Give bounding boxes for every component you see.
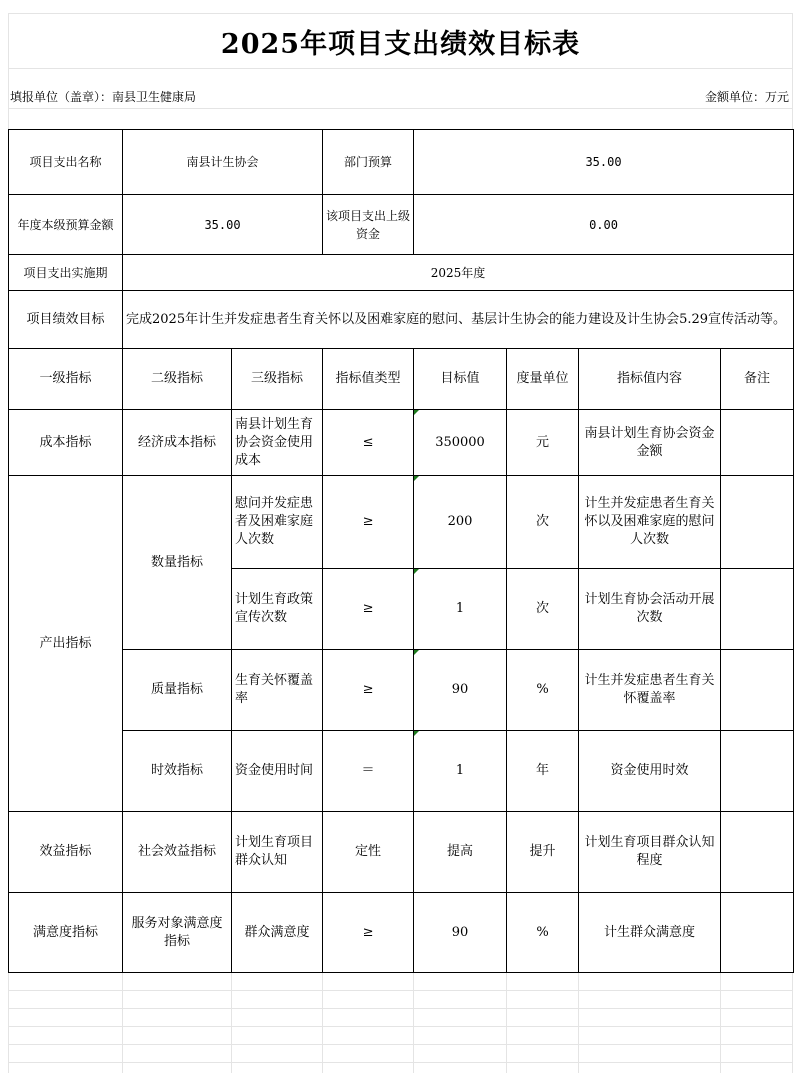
annual-budget-value[interactable]: 35.00 bbox=[123, 195, 323, 255]
header-level1: 一级指标 bbox=[9, 349, 123, 410]
timeliness-content[interactable]: 资金使用时效 bbox=[579, 731, 721, 812]
gridline bbox=[792, 973, 793, 1073]
cost-unit[interactable]: 元 bbox=[507, 410, 579, 476]
goal-label: 项目绩效目标 bbox=[9, 291, 123, 349]
benefit-note[interactable] bbox=[721, 812, 794, 893]
quality-content[interactable]: 计生并发症患者生育关怀覆盖率 bbox=[579, 650, 721, 731]
q1-unit[interactable]: 次 bbox=[507, 476, 579, 569]
timeliness-target[interactable]: 1 bbox=[414, 731, 507, 812]
table-row bbox=[9, 731, 794, 812]
q2-note[interactable] bbox=[721, 569, 794, 650]
table-row bbox=[9, 410, 794, 476]
table-row bbox=[9, 812, 794, 893]
timeliness-level3[interactable]: 资金使用时间 bbox=[232, 731, 323, 812]
benefit-level1: 效益指标 bbox=[9, 812, 123, 893]
satisfaction-unit[interactable]: % bbox=[507, 893, 579, 973]
gridline bbox=[322, 973, 323, 1073]
header-unit: 度量单位 bbox=[507, 349, 579, 410]
info-row-period bbox=[9, 255, 794, 291]
timeliness-note[interactable] bbox=[721, 731, 794, 812]
benefit-target[interactable]: 提高 bbox=[414, 812, 507, 893]
dept-budget-label: 部门预算 bbox=[323, 130, 414, 195]
superior-funds-label: 该项目支出上级资金 bbox=[323, 195, 414, 255]
quality-note[interactable] bbox=[721, 650, 794, 731]
performance-target-table bbox=[8, 129, 794, 973]
gridline bbox=[8, 1044, 793, 1045]
q1-target[interactable]: 200 bbox=[414, 476, 507, 569]
gridline bbox=[413, 973, 414, 1073]
satisfaction-level2: 服务对象满意度指标 bbox=[123, 893, 232, 973]
header-type: 指标值类型 bbox=[323, 349, 414, 410]
gridline bbox=[8, 990, 793, 991]
quality-unit[interactable]: % bbox=[507, 650, 579, 731]
gridline bbox=[8, 1008, 793, 1009]
quality-type[interactable]: ≥ bbox=[323, 650, 414, 731]
gridline bbox=[578, 973, 579, 1073]
goal-value[interactable]: 完成2025年计生并发症患者生育关怀以及困难家庭的慰问、基层计生协会的能力建设及计生协会5.29宣传活动等。 bbox=[123, 291, 794, 349]
period-label: 项目支出实施期 bbox=[9, 255, 123, 291]
benefit-type[interactable]: 定性 bbox=[323, 812, 414, 893]
cost-target[interactable]: 350000 bbox=[414, 410, 507, 476]
cost-level2: 经济成本指标 bbox=[123, 410, 232, 476]
quality-level3[interactable]: 生育关怀覆盖率 bbox=[232, 650, 323, 731]
q2-target[interactable]: 1 bbox=[414, 569, 507, 650]
cost-content[interactable]: 南县计划生育协会资金金额 bbox=[579, 410, 721, 476]
header-level2: 二级指标 bbox=[123, 349, 232, 410]
superior-funds-value[interactable]: 0.00 bbox=[414, 195, 794, 255]
annual-budget-label: 年度本级预算金额 bbox=[9, 195, 123, 255]
q2-level3[interactable]: 计划生育政策宣传次数 bbox=[232, 569, 323, 650]
benefit-content[interactable]: 计划生育项目群众认知程度 bbox=[579, 812, 721, 893]
q2-content[interactable]: 计划生育协会活动开展次数 bbox=[579, 569, 721, 650]
cost-type[interactable]: ≤ bbox=[323, 410, 414, 476]
timeliness-type[interactable]: ＝ bbox=[323, 731, 414, 812]
header-content: 指标值内容 bbox=[579, 349, 721, 410]
gridline bbox=[8, 1062, 793, 1063]
table-row bbox=[9, 476, 794, 569]
quality-level2: 质量指标 bbox=[123, 650, 232, 731]
benefit-unit[interactable]: 提升 bbox=[507, 812, 579, 893]
output-level1: 产出指标 bbox=[9, 476, 123, 812]
info-row-goal bbox=[9, 291, 794, 349]
page-title: 2025年项目支出绩效目标表 bbox=[220, 28, 581, 60]
cost-level3[interactable]: 南县计划生育协会资金使用成本 bbox=[232, 410, 323, 476]
gridline bbox=[506, 973, 507, 1073]
q1-content[interactable]: 计生并发症患者生育关怀以及困难家庭的慰问人次数 bbox=[579, 476, 721, 569]
info-row-name bbox=[9, 130, 794, 195]
timeliness-level2: 时效指标 bbox=[123, 731, 232, 812]
gridline bbox=[8, 68, 793, 69]
project-name-value[interactable]: 南县计生协会 bbox=[123, 130, 323, 195]
timeliness-unit[interactable]: 年 bbox=[507, 731, 579, 812]
benefit-level3[interactable]: 计划生育项目群众认知 bbox=[232, 812, 323, 893]
q1-note[interactable] bbox=[721, 476, 794, 569]
table-row bbox=[9, 650, 794, 731]
indicator-header-row bbox=[9, 349, 794, 410]
amount-unit-label: 金额单位：万元 bbox=[704, 90, 789, 104]
gridline bbox=[720, 973, 721, 1073]
satisfaction-target[interactable]: 90 bbox=[414, 893, 507, 973]
gridline bbox=[792, 13, 793, 129]
fill-unit-label: 填报单位（盖章）：南县卫生健康局 bbox=[10, 90, 197, 104]
gridline bbox=[8, 108, 793, 109]
satisfaction-level3[interactable]: 群众满意度 bbox=[232, 893, 323, 973]
satisfaction-content[interactable]: 计生群众满意度 bbox=[579, 893, 721, 973]
cost-note[interactable] bbox=[721, 410, 794, 476]
project-name-label: 项目支出名称 bbox=[9, 130, 123, 195]
q2-unit[interactable]: 次 bbox=[507, 569, 579, 650]
q2-type[interactable]: ≥ bbox=[323, 569, 414, 650]
info-row-annual bbox=[9, 195, 794, 255]
q1-type[interactable]: ≥ bbox=[323, 476, 414, 569]
gridline bbox=[122, 973, 123, 1073]
quality-target[interactable]: 90 bbox=[414, 650, 507, 731]
quantity-level2: 数量指标 bbox=[123, 476, 232, 650]
period-value[interactable]: 2025年度 bbox=[123, 255, 794, 291]
dept-budget-value[interactable]: 35.00 bbox=[414, 130, 794, 195]
gridline bbox=[231, 973, 232, 1073]
satisfaction-level1: 满意度指标 bbox=[9, 893, 123, 973]
q1-level3[interactable]: 慰问并发症患者及困难家庭人次数 bbox=[232, 476, 323, 569]
table-row bbox=[9, 893, 794, 973]
header-target: 目标值 bbox=[414, 349, 507, 410]
header-note: 备注 bbox=[721, 349, 794, 410]
satisfaction-note[interactable] bbox=[721, 893, 794, 973]
benefit-level2: 社会效益指标 bbox=[123, 812, 232, 893]
gridline bbox=[8, 973, 9, 1073]
header-level3: 三级指标 bbox=[232, 349, 323, 410]
cost-level1: 成本指标 bbox=[9, 410, 123, 476]
gridline bbox=[8, 1026, 793, 1027]
satisfaction-type[interactable]: ≥ bbox=[323, 893, 414, 973]
